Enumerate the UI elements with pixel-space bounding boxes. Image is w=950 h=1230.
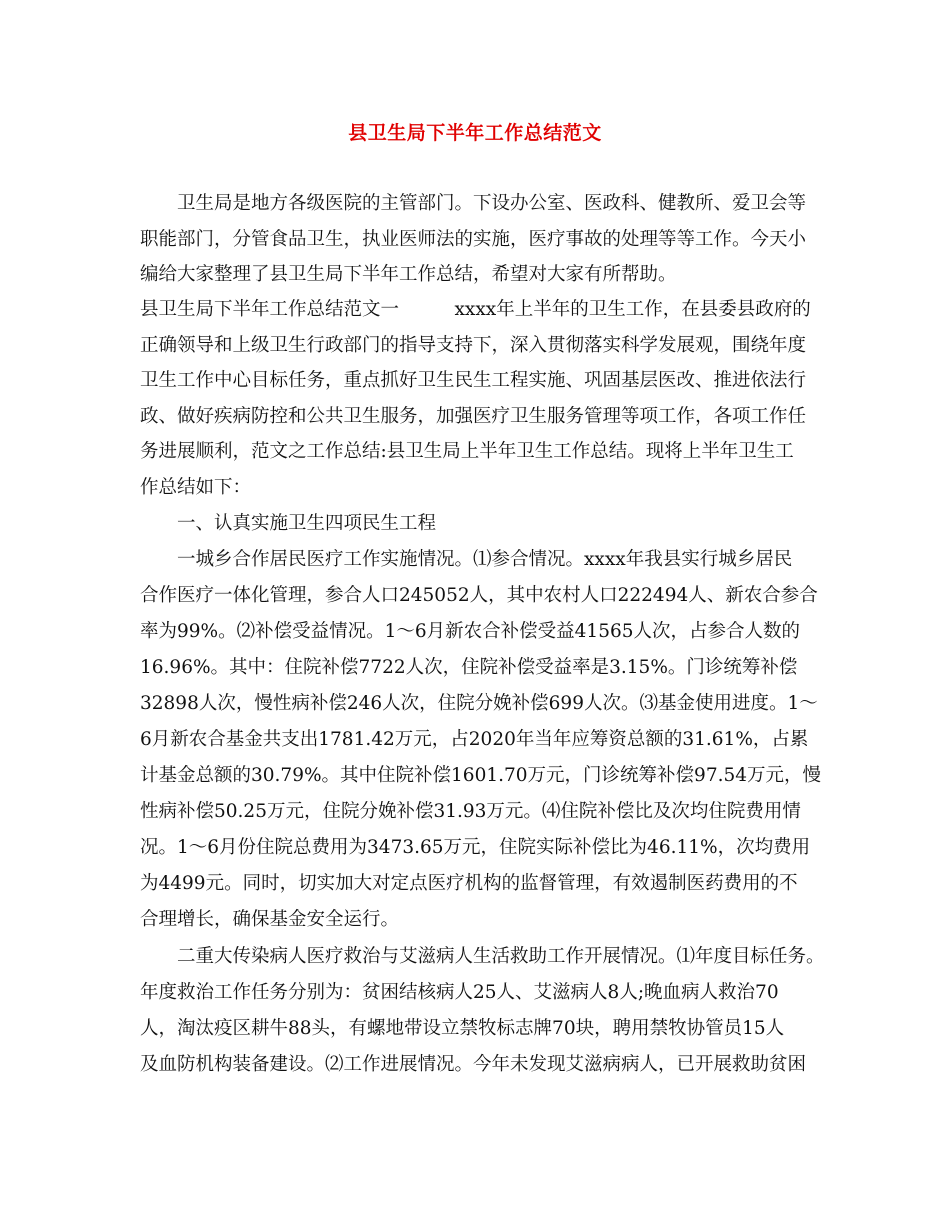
paragraph-line: 职能部门，分管食品卫生，执业医师法的实施，医疗事故的处理等等工作。今天小 [140,229,807,250]
paragraph-line: 32898人次，慢性病补偿246人次，住院分娩补偿699人次。⑶基金使用进度。1～ [140,693,818,714]
paragraph-line: 性病补偿50.25万元，住院分娩补偿31.93万元。⑷住院补偿比及次均住院费用情 [140,801,801,822]
paragraph-line: 二重大传染病人医疗救治与艾滋病人生活救助工作开展情况。⑴年度目标任务。 [177,946,825,967]
paragraph-line: 正确领导和上级卫生行政部门的指导支持下，深入贯彻落实科学发展观，围绕年度 [140,335,807,356]
section-heading: 一、认真实施卫生四项民生工程 [177,513,437,534]
paragraph-line: 16.96%。其中：住院补偿7722人次，住院补偿受益率是3.15%。门诊统筹补偿 [140,657,798,678]
paragraph-line: 计基金总额的30.79%。其中住院补偿1601.70万元，门诊统筹补偿97.54万元，慢 [140,765,822,786]
paragraph-line: 合理增长，确保基金安全运行。 [140,909,400,930]
paragraph-line: 务进展顺利，范文之工作总结:县卫生局上半年卫生工作总结。现将上半年卫生工 [140,441,794,462]
paragraph-line: 况。1～6月份住院总费用为3473.65万元，住院实际补偿比为46.11%，次均费用 [140,837,811,858]
paragraph-line: 一城乡合作居民医疗工作实施情况。⑴参合情况。xxxx年我县实行城乡居民 [177,549,793,570]
paragraph-line: 为4499元。同时，切实加大对定点医疗机构的监督管理，有效遏制医药费用的不 [140,873,798,894]
paragraph-line: 合作医疗一体化管理，参合人口245052人，其中农村人口222494人、新农合参合 [140,585,818,606]
paragraph-line: 率为99%。⑵补偿受益情况。1～6月新农合补偿受益41565人次，占参合人数的 [140,621,801,642]
paragraph-line: 人，淘汰疫区耕牛88头，有螺地带设立禁牧标志牌70块，聘用禁牧协管员15人 [140,1018,785,1039]
paragraph-line: 政、做好疾病防控和公共卫生服务，加强医疗卫生服务管理等项工作，各项工作任 [140,406,807,427]
paragraph-line: 卫生工作中心目标任务，重点抓好卫生民生工程实施、巩固基层医改、推进依法行 [140,370,807,391]
paragraph-line: 年度救治工作任务分别为：贫困结核病人25人、艾滋病人8人;晚血病人救治70 [140,982,779,1003]
paragraph-line: 编给大家整理了县卫生局下半年工作总结，希望对大家有所帮助。 [140,264,677,285]
paragraph-line: 6月新农合基金共支出1781.42万元，占2020年当年应筹资总额的31.61%，占累 [140,729,809,750]
paragraph-line: 县卫生局下半年工作总结范文一 xxxx年上半年的卫生工作，在县委县政府的 [140,299,811,320]
paragraph-line: 卫生局是地方各级医院的主管部门。下设办公室、医政科、健教所、爱卫会等 [177,193,807,214]
paragraph-line: 及血防机构装备建设。⑵工作进展情况。今年未发现艾滋病病人，已开展救助贫困 [140,1054,807,1075]
document-title: 县卫生局下半年工作总结范文 [348,122,602,144]
paragraph-line: 作总结如下： [140,477,252,498]
